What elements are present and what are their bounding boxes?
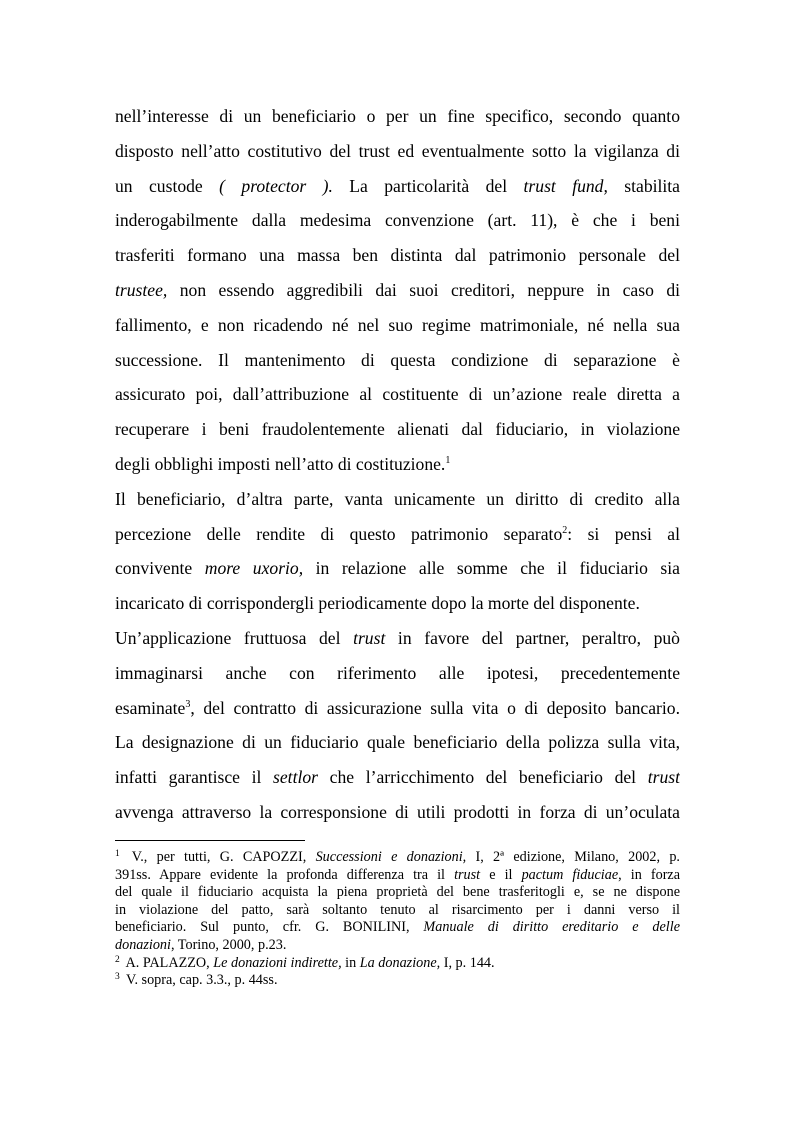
footnote-number: 1 xyxy=(115,849,120,859)
footnote-line: beneficiario. Sul punto, cfr. G. BONILINI, Manuale di diritto ereditario e delle xyxy=(115,919,680,936)
text-line: nell’interesse di un beneficiario o per un fine specifico, secondo quanto xyxy=(115,106,680,126)
text-line: degli obblighi imposti nell’atto di costituzione.$^1$ xyxy=(115,453,451,474)
footnote-line: $^1$ V., per tutti, G. CAPOZZI, Successioni e donazioni, I, 2ª edizione, Milano, 2002, p. xyxy=(115,849,680,865)
text-line: disposto nell’atto costitutivo del trust ed eventualmente sotto la vigilanza di xyxy=(115,140,680,161)
text-line: avvenga attraverso la corresponsione di utili prodotti in forza di un’oculata xyxy=(115,801,680,822)
text-line: esaminate$^3$, del contratto di assicurazione sulla vita o di deposito bancario. xyxy=(115,697,680,718)
text-line: Un’applicazione fruttuosa del trust in favore del partner, peraltro, può xyxy=(115,627,680,648)
text-line: trasferiti formano una massa ben distinta dal patrimonio personale del xyxy=(115,245,680,266)
text-line: percezione delle rendite di questo patrimonio separato$^2$: si pensi al xyxy=(115,523,680,544)
footnote-separator xyxy=(115,840,305,841)
text-line: recuperare i beni fraudolentemente alienati dal fiduciario, in violazione xyxy=(115,419,680,440)
text-line: fallimento, e non ricadendo né nel suo regime matrimoniale, né nella sua xyxy=(115,314,680,335)
text-line: Il beneficiario, d’altra parte, vanta unicamente un diritto di credito alla xyxy=(115,488,680,509)
text-line: convivente more uxorio, in relazione alle somme che il fiduciario sia xyxy=(115,558,680,579)
footnote-line: in violazione del patto, sarà soltanto tenuto al risarcimento per i danni verso il xyxy=(115,901,680,918)
footnote-line: del quale il fiduciario acquista la piena proprietà del bene trasferitogli e, se ne dispone xyxy=(115,884,680,901)
footnotes xyxy=(115,849,680,990)
text-line: assicurato poi, dall’attribuzione al costituente di un’azione reale diretta a xyxy=(115,384,680,405)
footnote-ref[interactable]: 1 xyxy=(445,454,451,466)
text-line: infatti garantisce il settlor che l’arricchimento del beneficiario del trust xyxy=(115,767,680,788)
footnote-line: donazioni, Torino, 2000, p.23. xyxy=(115,936,287,953)
footnote-number: 3 xyxy=(115,972,120,983)
footnote-line: $^3$ V. sopra, cap. 3.3., p. 44ss. xyxy=(115,972,278,989)
main-text xyxy=(115,99,680,830)
text-line: un custode ( protector ). La particolarità del trust fund, stabilita xyxy=(115,175,680,196)
text-line: successione. Il mantenimento di questa condizione di separazione è xyxy=(115,349,680,370)
footnote-ref[interactable]: 2 xyxy=(562,524,568,536)
footnote-number: 2 xyxy=(115,954,120,965)
text-line: inderogabilmente dalla medesima convenzione (art. 11), è che i beni xyxy=(115,210,680,231)
text-line: immaginarsi anche con riferimento alle ipotesi, precedentemente xyxy=(115,662,680,683)
footnote-line: $^2$ A. PALAZZO, Le donazioni indirette, in La donazione, I, p. 144. xyxy=(115,954,495,971)
footnote-ref[interactable]: 3 xyxy=(185,698,191,710)
text-line: trustee, non essendo aggredibili dai suoi creditori, neppure in caso di xyxy=(115,279,680,300)
text-line: La designazione di un fiduciario quale beneficiario della polizza sulla vita, xyxy=(115,732,680,753)
text-line: incaricato di corrispondergli periodicamente dopo la morte del disponente. xyxy=(115,593,640,614)
footnote-line: 391ss. Appare evidente la profonda differenza tra il trust e il pactum fiduciae, in forza xyxy=(115,866,680,883)
